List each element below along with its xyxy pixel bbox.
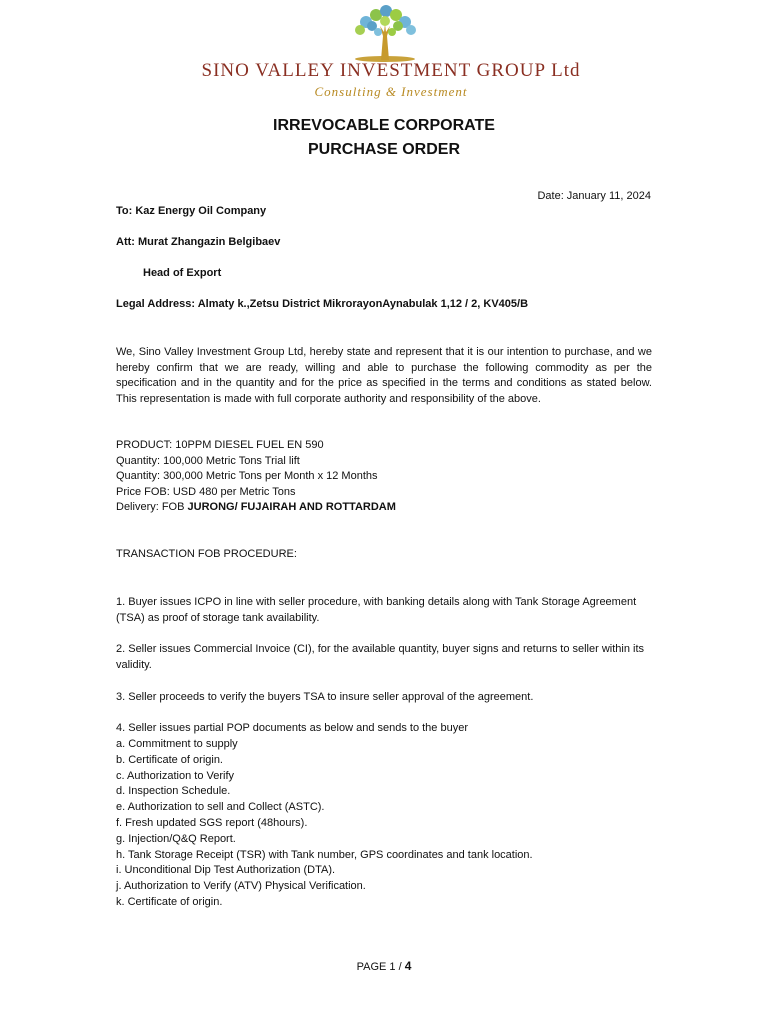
procedure-step: 2. Seller issues Commercial Invoice (CI), for the available quantity, buyer signs and returns to seller within its validity. <box>116 643 645 671</box>
delivery-line <box>116 500 396 516</box>
procedure-title: TRANSACTION FOB PROCEDURE: <box>116 548 297 560</box>
list-item: c. Authorization to Verify <box>116 769 235 782</box>
page-total: 4 <box>404 959 412 973</box>
page-current: 1 <box>389 961 396 973</box>
page-separator: / <box>395 961 405 973</box>
procedure-step: 3. Seller proceeds to verify the buyers TSA to insure seller approval of the agreement. <box>116 691 534 703</box>
recipient-role: Head of Export <box>143 267 222 279</box>
quantity-trial-line: Quantity: 100,000 Metric Tons Trial lift <box>116 454 300 467</box>
document-date: Date: January 11, 2024 <box>537 190 651 202</box>
procedure-step: 4. Seller issues partial POP documents as below and sends to the buyer <box>116 722 468 734</box>
recipient-address: Legal Address: Almaty k.,Zetsu District MikrorayonAynabulak 1,12 / 2, KV405/B <box>116 298 529 310</box>
list-item: g. Injection/Q&Q Report. <box>116 832 236 845</box>
document-title-line2: PURCHASE ORDER <box>307 141 460 158</box>
delivery-ports: JURONG/ FUJAIRAH AND ROTTARDAM <box>187 501 396 514</box>
recipient-attention: Att: Murat Zhangazin Belgibaev <box>116 236 281 248</box>
list-item: a. Commitment to supply <box>116 738 238 750</box>
quantity-monthly-line: Quantity: 300,000 Metric Tons per Month x 12 Months <box>116 470 378 483</box>
company-name: SINO VALLEY INVESTMENT GROUP Ltd <box>201 60 581 81</box>
list-item: b. Certificate of origin. <box>116 753 223 766</box>
list-item: k. Certificate of origin. <box>116 895 223 908</box>
list-item: f. Fresh updated SGS report (48hours). <box>116 816 308 829</box>
procedure-step: 1. Buyer issues ICPO in line with seller procedure, with banking details along with Tank Storage Agreement (TSA) as proof of storage tank availability. <box>116 596 637 624</box>
tree-logo-icon <box>336 2 434 64</box>
list-item: i. Unconditional Dip Test Authorization (DTA). <box>116 864 336 877</box>
page-number <box>0 959 768 973</box>
company-tagline: Consulting & Investment <box>314 84 468 99</box>
list-item: e. Authorization to sell and Collect (ASTC). <box>116 801 325 814</box>
delivery-label: Delivery: FOB <box>116 501 188 514</box>
product-line: PRODUCT: 10PPM DIESEL FUEL EN 590 <box>116 439 324 451</box>
list-item: d. Inspection Schedule. <box>116 785 231 798</box>
pop-document-list <box>116 737 533 911</box>
page-label: PAGE <box>356 961 390 973</box>
list-item: h. Tank Storage Receipt (TSR) with Tank number, GPS coordinates and tank location. <box>116 848 533 861</box>
intro-paragraph: We, Sino Valley Investment Group Ltd, hereby state and represent that it is our intention to purchase, and we hereby confirm that we are ready, willing and able to purchase the following commodity as per the specification and in the quantity and for the price as specified in the terms and conditions as stated below. This representation is made with full corporate authority and responsibility of the above. <box>116 346 652 405</box>
list-item: j. Authorization to Verify (ATV) Physical Verification. <box>116 880 366 893</box>
recipient-to: To: Kaz Energy Oil Company <box>116 205 267 217</box>
product-details <box>116 438 396 516</box>
document-title-line1: IRREVOCABLE CORPORATE <box>273 117 495 134</box>
price-line: Price FOB: USD 480 per Metric Tons <box>116 485 296 498</box>
